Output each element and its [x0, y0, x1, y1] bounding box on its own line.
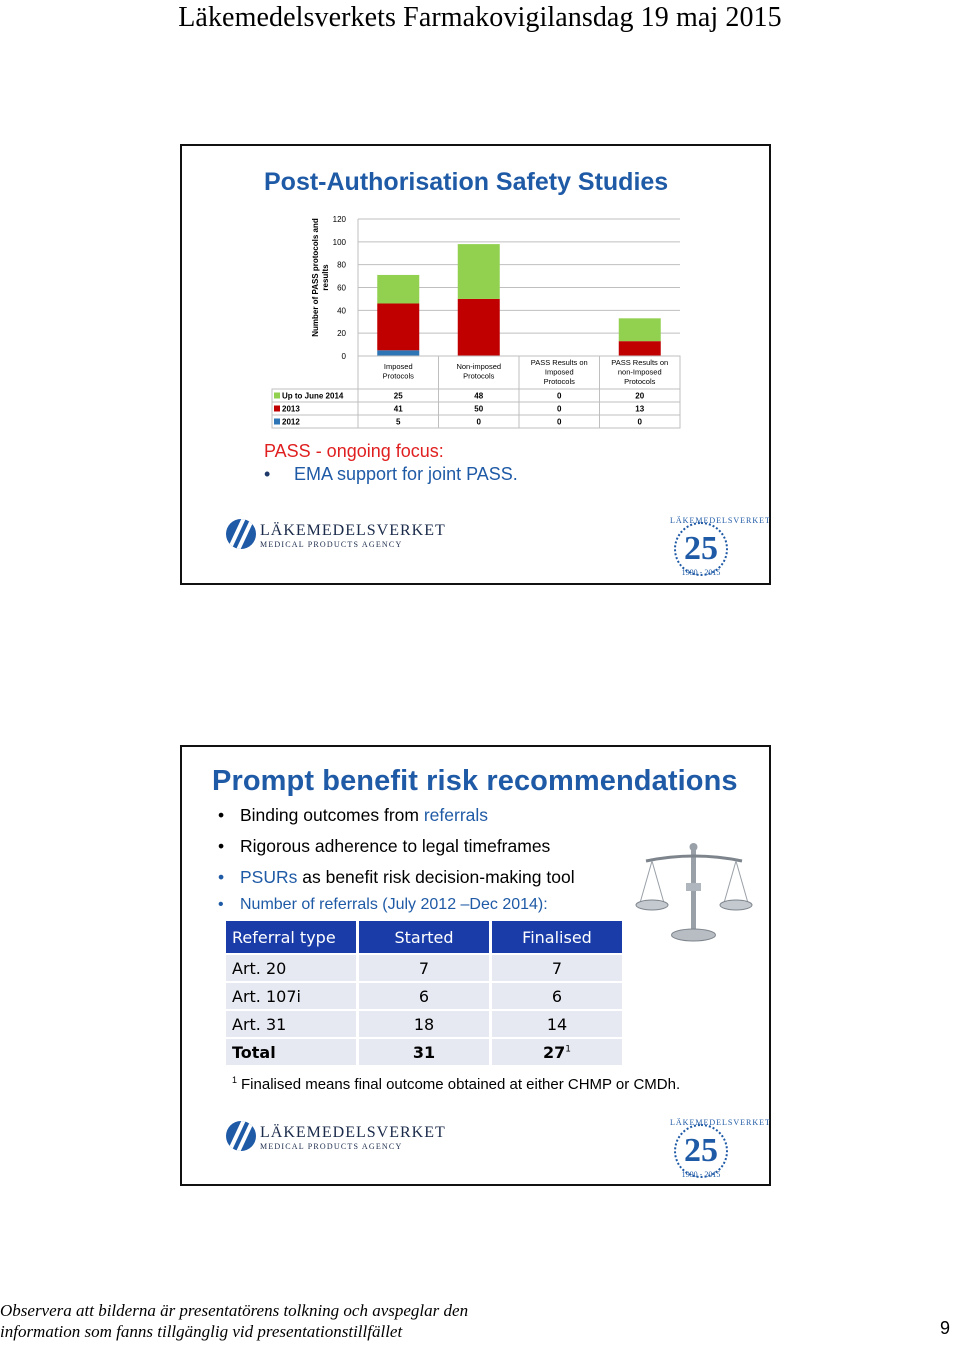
y-tick-label: 20	[337, 329, 346, 339]
table-cell: Art. 107i	[226, 982, 358, 1010]
table-cell: 6	[491, 982, 624, 1010]
bullet-highlight: referrals	[423, 805, 489, 825]
table-header-row	[226, 921, 624, 954]
footer-line: information som fanns tillgänglig vid presentationstillfället	[0, 1322, 403, 1341]
y-tick-label: 80	[337, 260, 346, 270]
anniversary-seal	[670, 516, 771, 580]
logo-subtitle: MEDICAL PRODUCTS AGENCY	[260, 540, 403, 549]
table-cell: 14	[491, 1010, 624, 1038]
seal-top-text: LÄKEMEDELSVERKET	[670, 516, 771, 525]
seal-years: 1990 - 2015	[681, 1170, 721, 1179]
data-value-label: 0	[557, 404, 562, 414]
table-cell: 18	[358, 1010, 491, 1038]
y-tick-label: 100	[332, 237, 346, 247]
bullet-dot: •	[264, 464, 271, 484]
y-axis-label: Number of PASS protocols andresults	[311, 218, 330, 337]
x-category-label: Imposed Protocols	[382, 362, 414, 381]
table-total-row	[226, 1038, 624, 1066]
legend-swatch	[274, 419, 280, 425]
slide-referrals	[180, 745, 771, 1186]
x-category-label: PASS Results on Imposed Protocols	[530, 358, 588, 386]
seal-number: 25	[684, 530, 718, 567]
table-cell: 7	[491, 954, 624, 982]
pass-heading: PASS - ongoing focus:	[264, 441, 444, 461]
data-value-label: 50	[474, 404, 484, 414]
bar-segment	[619, 318, 661, 341]
bullet-psurs	[216, 867, 636, 888]
seal-top-text: LÄKEMEDELSVERKET	[670, 1118, 771, 1127]
legend-label: 2012	[282, 417, 300, 427]
y-tick-label: 0	[341, 352, 346, 361]
slide-title: Post-Authorisation Safety Studies	[264, 168, 669, 196]
referral-table	[226, 921, 625, 1067]
data-value-label: 13	[635, 404, 645, 414]
footer-disclaimer	[0, 1300, 468, 1342]
table-header: Finalised	[491, 921, 624, 954]
bar-segment	[458, 299, 500, 356]
footnote	[232, 1075, 680, 1093]
table-header: Started	[358, 921, 491, 954]
data-value-label: 0	[476, 417, 481, 427]
data-value-label: 48	[474, 391, 484, 401]
anniversary-seal	[670, 1118, 771, 1182]
legend-label: 2013	[282, 404, 300, 414]
bullet-timeframes	[216, 836, 636, 857]
logo-name: LÄKEMEDELSVERKET	[260, 522, 446, 539]
y-tick-label: 120	[332, 215, 346, 224]
table-cell: 7	[358, 954, 491, 982]
logo-subtitle: MEDICAL PRODUCTS AGENCY	[260, 1142, 403, 1151]
data-value-label: 0	[557, 417, 562, 427]
table-cell: Art. 31	[226, 1010, 358, 1038]
total-finalised: 27	[543, 1042, 566, 1062]
bullet-referral-count	[216, 896, 636, 914]
page-number: 9	[940, 1318, 951, 1338]
bullet-list	[216, 805, 636, 924]
data-value-label: 0	[637, 417, 642, 427]
data-value-label: 25	[393, 391, 403, 401]
bullet-text: as benefit risk decision-making tool	[297, 867, 575, 887]
table-cell: 31	[358, 1038, 491, 1066]
bullet-binding	[216, 805, 636, 826]
pass-bullet-text: EMA support for joint PASS.	[294, 464, 518, 484]
data-value-label: 0	[557, 391, 562, 401]
logo-mark-icon	[226, 1121, 256, 1151]
bullet-text: Number of referrals (July 2012 –Dec 2014):	[240, 896, 548, 913]
table-cell	[491, 1038, 624, 1066]
scales-of-justice-icon	[634, 839, 754, 949]
table-cell: Art. 20	[226, 954, 358, 982]
seal-years: 1990 - 2015	[681, 568, 721, 577]
y-tick-label: 40	[337, 306, 346, 316]
data-value-label: 20	[635, 391, 645, 401]
page-header: Läkemedelsverkets Farmakovigilansdag 19 maj 2015	[178, 2, 782, 33]
bar-segment	[619, 341, 661, 356]
data-value-label: 5	[396, 417, 401, 427]
table-row	[226, 1010, 624, 1038]
bullet-highlight: PSURs	[240, 867, 298, 887]
table-cell: Total	[226, 1038, 358, 1066]
footnote-mark: 1	[232, 1075, 238, 1085]
legend-label: Up to June 2014	[282, 391, 344, 401]
table-cell: 6	[358, 982, 491, 1010]
lakemedelsverket-logo	[226, 519, 446, 553]
footnote-text: Finalised means final outcome obtained at either CHMP or CMDh.	[241, 1076, 681, 1093]
table-header: Referral type	[226, 921, 358, 954]
x-category-label: Non-imposed Protocols	[456, 362, 502, 381]
legend-swatch	[274, 406, 280, 412]
bar-segment	[458, 244, 500, 299]
slide-title: Prompt benefit risk recommendations	[212, 765, 738, 797]
footer-line: Observera att bilderna är presentatörens tolkning och avspeglar den	[0, 1301, 469, 1320]
pass-bullet	[264, 464, 518, 485]
logo-name: LÄKEMEDELSVERKET	[260, 1124, 446, 1141]
data-value-label: 41	[393, 404, 403, 414]
seal-number: 25	[684, 1132, 718, 1169]
lakemedelsverket-logo	[226, 1121, 446, 1155]
bar-segment	[377, 275, 419, 304]
slide-pass	[180, 144, 771, 585]
bullet-text: Rigorous adherence to legal timeframes	[240, 836, 551, 856]
table-row	[226, 954, 624, 982]
bar-segment	[377, 303, 419, 350]
pass-chart	[262, 206, 682, 436]
logo-mark-icon	[226, 519, 256, 549]
bar-segment	[377, 350, 419, 356]
footnote-ref: 1	[565, 1044, 571, 1055]
bullet-text: Binding outcomes from	[240, 805, 424, 825]
legend-swatch	[274, 393, 280, 399]
x-category-label: PASS Results on non-Imposed Protocols	[611, 358, 669, 386]
y-tick-label: 60	[337, 283, 346, 293]
table-row	[226, 982, 624, 1010]
